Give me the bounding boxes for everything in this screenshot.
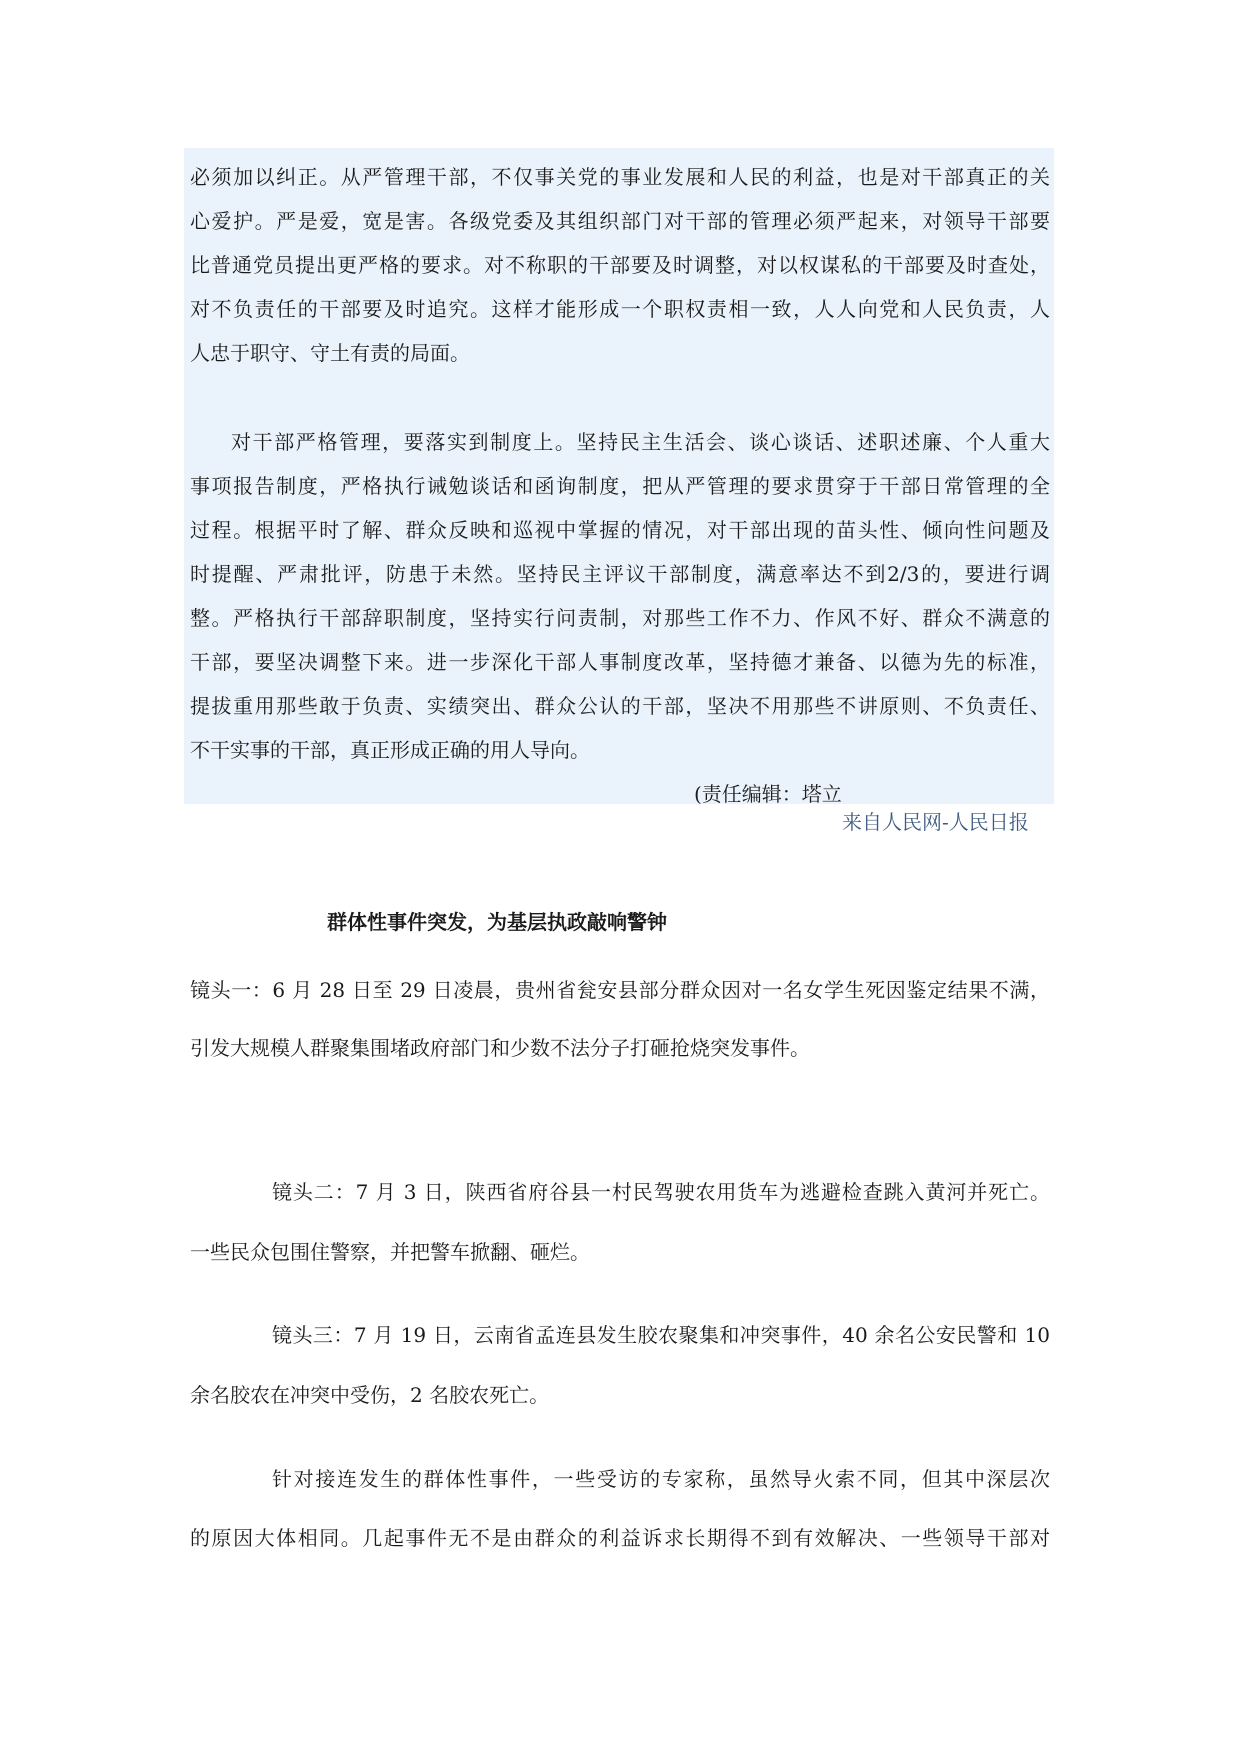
paragraph-line: 时提醒、严肃批评，防患于未然。坚持民主评议干部制度，满意率达不到2/3的，要进行调 xyxy=(190,562,1050,586)
paragraph-line: 提拔重用那些敢于负责、实绩突出、群众公认的干部，坚决不用那些不讲原则、不负责任、 xyxy=(190,694,1050,718)
paragraph-line: 不干实事的干部，真正形成正确的用人导向。 xyxy=(190,738,590,762)
paragraph-line: 针对接连发生的群体性事件，一些受访的专家称，虽然导火索不同，但其中深层次 xyxy=(272,1467,1050,1491)
paragraph-line: 干部，要坚决调整下来。进一步深化干部人事制度改革，坚持德才兼备、以德为先的标准， xyxy=(190,650,1050,674)
article-title: 群体性事件突发，为基层执政敲响警钟 xyxy=(327,910,667,934)
paragraph-line: 镜头三：7 月 19 日，云南省孟连县发生胶农聚集和冲突事件，40 余名公安民警和 10 xyxy=(272,1323,1050,1347)
paragraph-line: 一些民众包围住警察，并把警车掀翻、砸烂。 xyxy=(190,1240,590,1264)
paragraph-line: 镜头二：7 月 3 日，陕西省府谷县一村民驾驶农用货车为逃避检查跳入黄河并死亡。 xyxy=(272,1180,1050,1204)
paragraph-line: 引发大规模人群聚集围堵政府部门和少数不法分子打砸抢烧突发事件。 xyxy=(190,1036,810,1060)
paragraph-line: 镜头一：6 月 28 日至 29 日凌晨，贵州省瓮安县部分群众因对一名女学生死因鉴定结果不满， xyxy=(190,978,1050,1002)
paragraph-line: 余名胶农在冲突中受伤，2 名胶农死亡。 xyxy=(190,1383,550,1407)
paragraph-line: 对不负责任的干部要及时追究。这样才能形成一个职权责相一致，人人向党和人民负责，人 xyxy=(190,297,1050,321)
source-attribution[interactable]: 来自人民网-人民日报 xyxy=(842,810,1029,834)
paragraph-line: 心爱护。严是爱，宽是害。各级党委及其组织部门对干部的管理必须严起来，对领导干部要 xyxy=(190,209,1050,233)
paragraph-line: 过程。根据平时了解、群众反映和巡视中掌握的情况，对干部出现的苗头性、倾向性问题及 xyxy=(190,518,1050,542)
paragraph-line: 人忠于职守、守土有责的局面。 xyxy=(190,341,470,365)
paragraph-line: 必须加以纠正。从严管理干部，不仅事关党的事业发展和人民的利益，也是对干部真正的关 xyxy=(190,165,1050,189)
editor-note: (责任编辑：塔立 xyxy=(694,782,842,806)
paragraph-line: 事项报告制度，严格执行诫勉谈话和函询制度，把从严管理的要求贯穿于干部日常管理的全 xyxy=(190,474,1050,498)
paragraph-line: 整。严格执行干部辞职制度，坚持实行问责制，对那些工作不力、作风不好、群众不满意的 xyxy=(190,606,1050,630)
paragraph-line: 的原因大体相同。几起事件无不是由群众的利益诉求长期得不到有效解决、一些领导干部对 xyxy=(190,1526,1050,1550)
paragraph-line: 比普通党员提出更严格的要求。对不称职的干部要及时调整，对以权谋私的干部要及时查处， xyxy=(190,253,1050,277)
paragraph-line: 对干部严格管理，要落实到制度上。坚持民主生活会、谈心谈话、述职述廉、个人重大 xyxy=(231,430,1050,454)
